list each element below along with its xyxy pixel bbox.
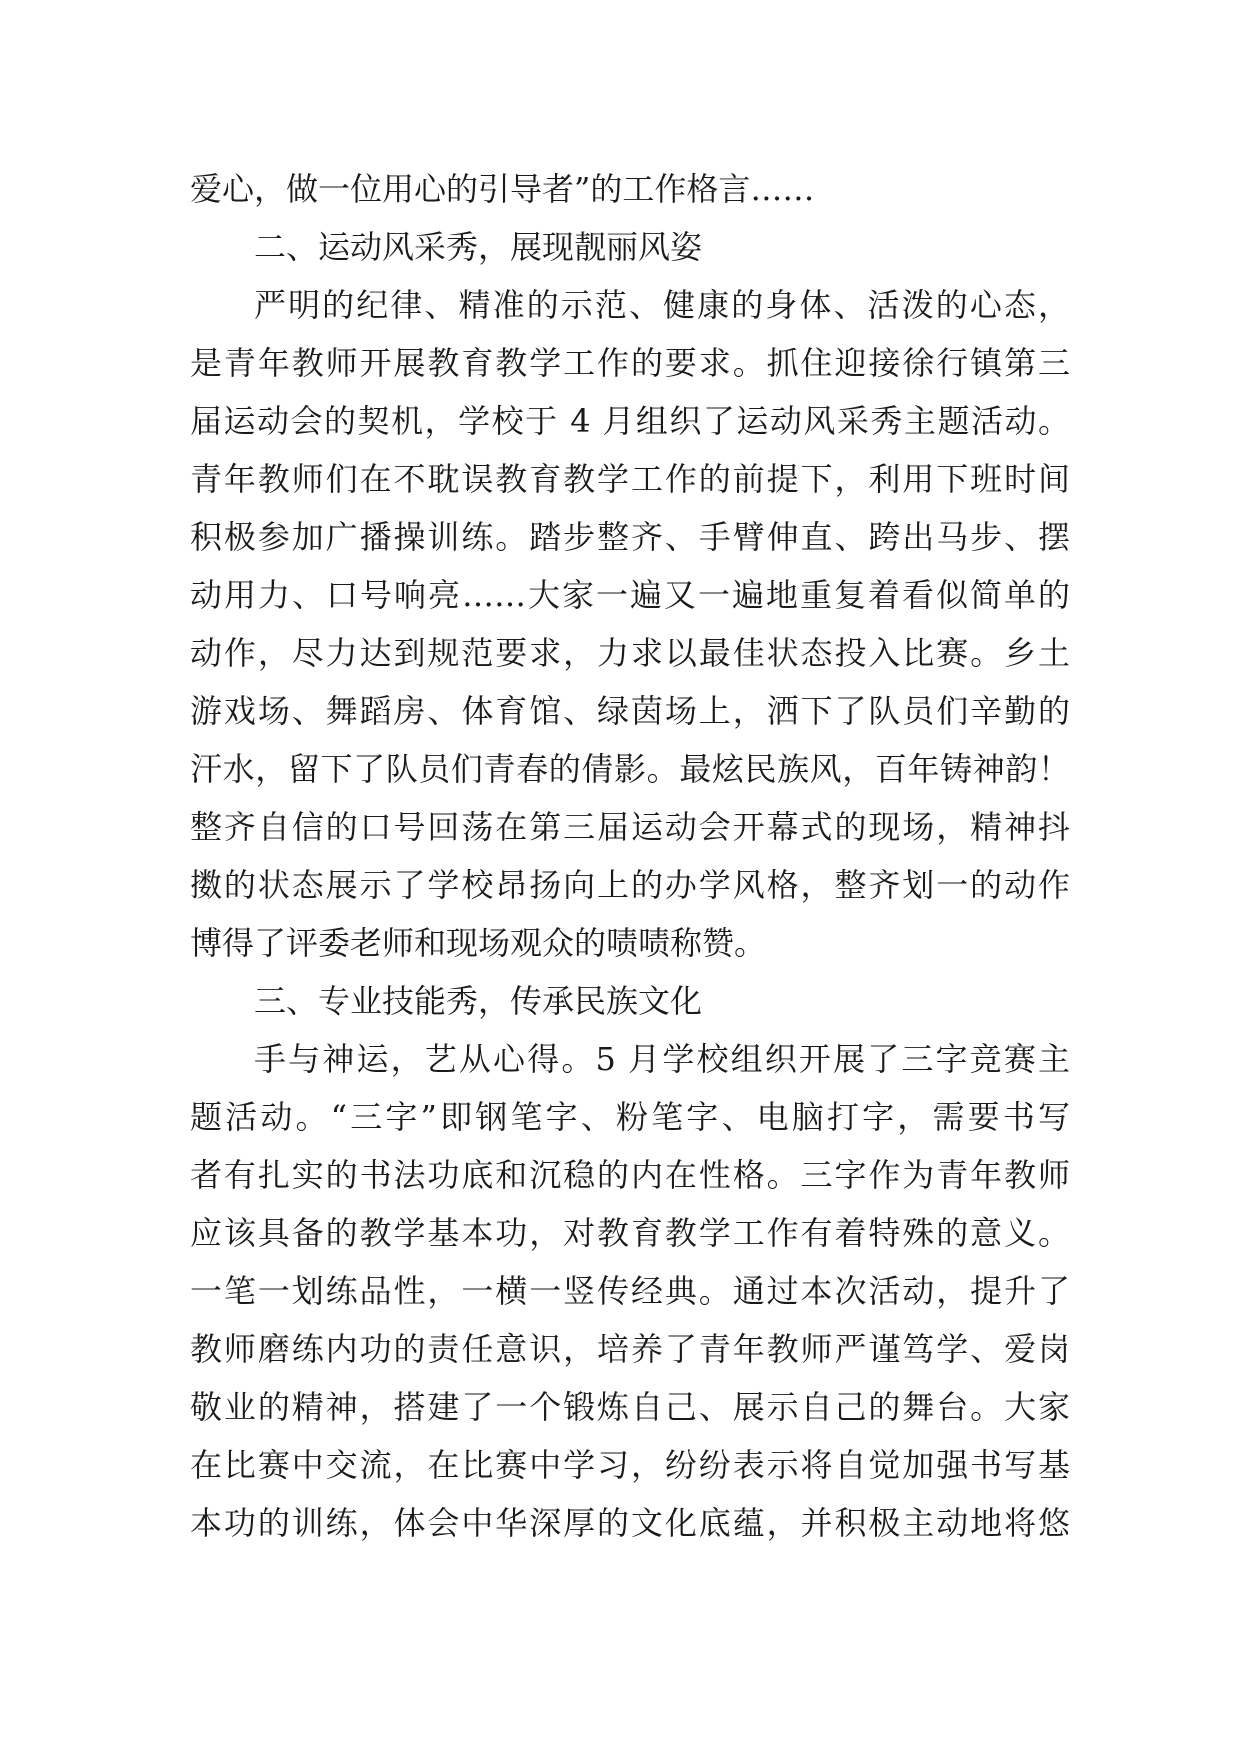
text-line: 在比赛中交流，在比赛中学习，纷纷表示将自觉加强书写基	[190, 1446, 1070, 1484]
text-line: 届运动会的契机，学校于 4 月组织了运动风采秀主题活动。	[190, 402, 1070, 440]
text-line: 是青年教师开展教育教学工作的要求。抓住迎接徐行镇第三	[190, 344, 1070, 382]
text-line: 严明的纪律、精准的示范、健康的身体、活泼的心态，	[254, 286, 1070, 324]
document-body	[190, 160, 1070, 1552]
text-line: 整齐自信的口号回荡在第三届运动会开幕式的现场，精神抖	[190, 808, 1070, 846]
section-heading: 二、运动风采秀，展现靓丽风姿	[254, 228, 703, 266]
text-line: 手与神运，艺从心得。5 月学校组织开展了三字竞赛主	[254, 1040, 1070, 1078]
text-line: 应该具备的教学基本功，对教育教学工作有着特殊的意义。	[190, 1214, 1070, 1252]
text-line: 动作，尽力达到规范要求，力求以最佳状态投入比赛。乡土	[190, 634, 1070, 672]
text-line: 者有扎实的书法功底和沉稳的内在性格。三字作为青年教师	[190, 1156, 1070, 1194]
text-line: 本功的训练，体会中华深厚的文化底蕴，并积极主动地将悠	[190, 1504, 1070, 1542]
text-line: 一笔一划练品性，一横一竖传经典。通过本次活动，提升了	[190, 1272, 1070, 1310]
text-line: 博得了评委老师和现场观众的啧啧称赞。	[190, 924, 767, 962]
section-heading: 三、专业技能秀，传承民族文化	[254, 982, 703, 1020]
text-line: 教师磨练内功的责任意识，培养了青年教师严谨笃学、爱岗	[190, 1330, 1070, 1368]
text-line: 汗水，留下了队员们青春的倩影。最炫民族风，百年铸神韵！	[190, 750, 1070, 788]
text-line: 敬业的精神，搭建了一个锻炼自己、展示自己的舞台。大家	[190, 1388, 1070, 1426]
text-line: 爱心，做一位用心的引导者”的工作格言……	[190, 170, 815, 208]
text-line: 积极参加广播操训练。踏步整齐、手臂伸直、跨出马步、摆	[190, 518, 1070, 556]
text-line: 游戏场、舞蹈房、体育馆、绿茵场上，洒下了队员们辛勤的	[190, 692, 1070, 730]
text-line: 青年教师们在不耽误教育教学工作的前提下，利用下班时间	[190, 460, 1070, 498]
text-line: 动用力、口号响亮……大家一遍又一遍地重复着看似简单的	[190, 576, 1070, 614]
text-line: 题活动。“三字”即钢笔字、粉笔字、电脑打字，需要书写	[190, 1098, 1070, 1136]
text-line: 擞的状态展示了学校昂扬向上的办学风格，整齐划一的动作	[190, 866, 1070, 904]
